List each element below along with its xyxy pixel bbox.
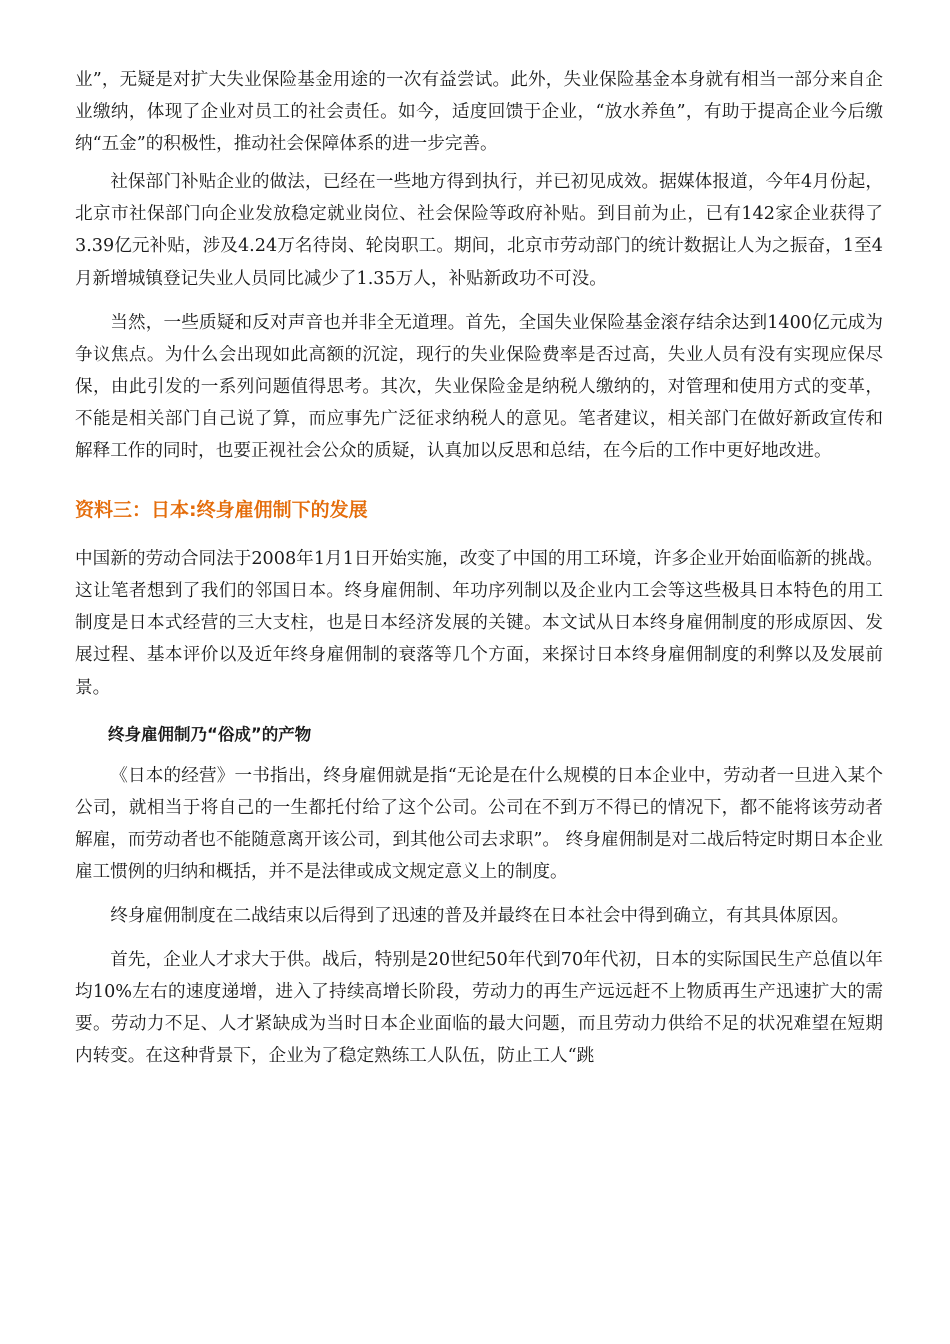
paragraph-objections: 当然，一些质疑和反对声音也并非全无道理。首先，全国失业保险基金滚存结余达到1400亿元成为争议焦点。为什么会出现如此高额的沉淀，现行的失业保险费率是否过高，失业人员有没有实现应保尽保，由此引发的一系列问题值得思考。其次，失业保险金是纳税人缴纳的，对管理和使用方式的变革，不能是相关部门自己说了算，而应事先广泛征求纳税人的意见。笔者建议，相关部门在做好新政宣传和解释工作的同时，也要正视社会公众的质疑，认真加以反思和总结，在今后的工作中更好地改进。 [75,312,883,462]
section-heading: 资料三：日本:终身雇佣制下的发展 [75,499,368,522]
paragraph-talent-demand: 首先，企业人才求大于供。战后，特别是20世纪50年代到70年代初，日本的实际国民生产总值以年均10%左右的速度递增，进入了持续高增长阶段，劳动力的再生产远远赶不上物质再生产迅速扩大的需要。劳动力不足、人才紧缺成为当时日本企业面临的最大问题，而且劳动力供给不足的状况难望在短期内转变。在这种背景下，企业为了稳定熟练工人队伍，防止工人“跳 [75,950,883,1067]
document-page [75,64,883,1072]
paragraph-unemployment-fund-trial: 业”，无疑是对扩大失业保险基金用途的一次有益尝试。此外，失业保险基金本身就有相当一部分来自企业缴纳，体现了企业对员工的社会责任。如今，适度回馈于企业，“放水养鱼”，有助于提高企业今后缴纳“五金”的积极性，推动社会保障体系的进一步完善。 [75,70,883,155]
subsection-heading: 终身雇佣制乃“俗成”的产物 [108,724,312,744]
paragraph-labor-contract-law: 中国新的劳动合同法于2008年1月1日开始实施，改变了中国的用工环境，许多企业开始面临新的挑战。这让笔者想到了我们的邻国日本。终身雇佣制、年功序列制以及企业内工会等这些极具日本特色的用工制度是日本式经营的三大支柱，也是日本经济发展的关键。本文试从日本终身雇佣制度的形成原因、发展过程、基本评价以及近年终身雇佣制的衰落等几个方面，来探讨日本终身雇佣制度的利弊以及发展前景。 [75,549,883,698]
paragraph-postwar-adoption: 终身雇佣制度在二战结束以后得到了迅速的普及并最终在日本社会中得到确立，有其具体原因。 [110,905,850,926]
paragraph-beijing-subsidy: 社保部门补贴企业的做法，已经在一些地方得到执行，并已初见成效。据媒体报道，今年4月份起，北京市社保部门向企业发放稳定就业岗位、社会保险等政府补贴。到目前为止，已有142家企业获得了3.39亿元补贴，涉及4.24万名待岗、轮岗职工。期间，北京市劳动部门的统计数据让人为之振奋，1至4月新增城镇登记失业人员同比减少了1.35万人，补贴新政功不可没。 [75,172,883,289]
paragraph-japan-management-quote: 《日本的经营》一书指出，终身雇佣就是指“无论是在什么规模的日本企业中，劳动者一旦进入某个公司，就相当于将自己的一生都托付给了这个公司。公司在不到万不得已的情况下，都不能将该劳动者解雇，而劳动者也不能随意离开该公司，到其他公司去求职”。 终身雇佣制是对二战后特定时期日本企业雇工惯例的归纳和概括，并不是法律或成文规定意义上的制度。 [75,765,883,882]
